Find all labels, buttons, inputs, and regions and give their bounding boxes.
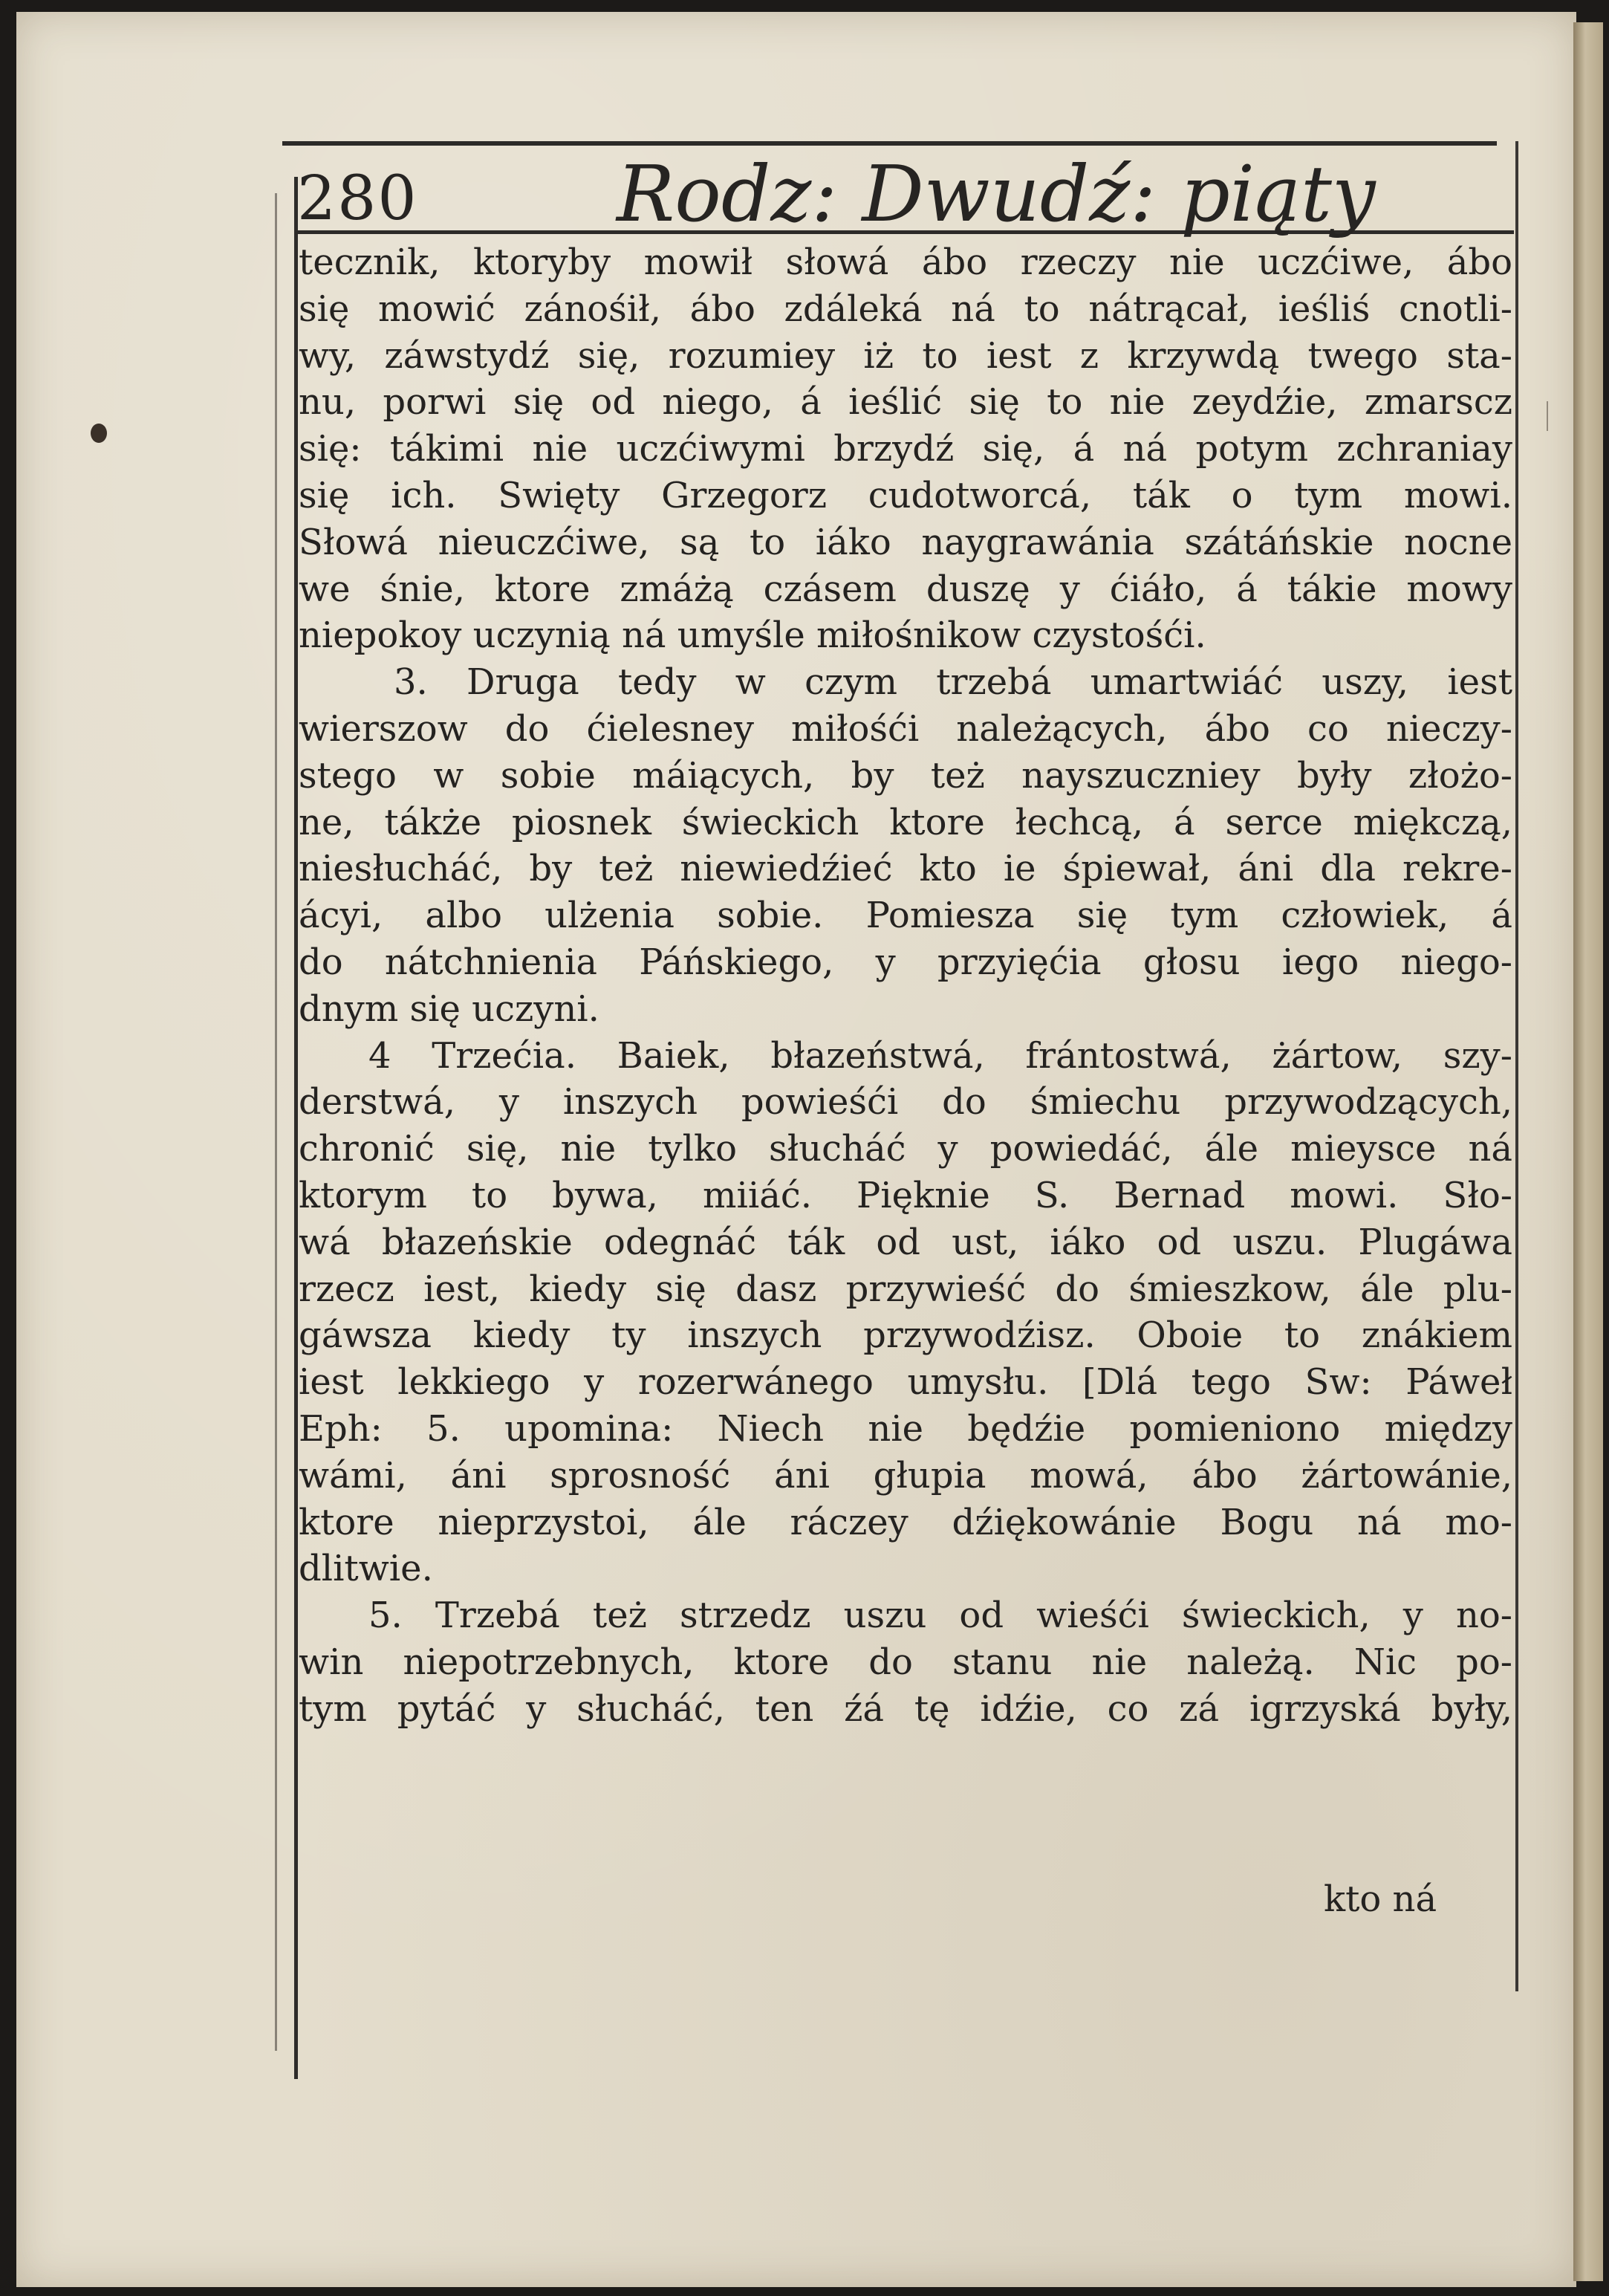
text-line: dlitwie. xyxy=(299,1548,433,1590)
text-line: ktorym to bywa, miiáć. Pięknie S. Bernad mowi. Sło- xyxy=(299,1174,1512,1216)
text-line: ácyi, albo ulżenia sobie. Pomiesza się tym człowiek, á xyxy=(299,895,1512,937)
right-frame-line xyxy=(1515,141,1518,1991)
page-number: 280 xyxy=(297,163,418,234)
text-line: się mowić zánośił, ábo zdáleká ná to nátrącał, ieśliś cnotli- xyxy=(299,288,1512,330)
text-line: nu, porwi się od niego, á ieślić się to nie zeydźie, zmarscz xyxy=(299,381,1512,424)
outer-frame-line xyxy=(275,193,277,2051)
text-line: niesłucháć, by też niewiedźieć kto ie śpiewał, áni dla rekre- xyxy=(299,848,1512,890)
running-head xyxy=(297,149,1515,239)
text-line: Eph: 5. upomina: Niech nie będźie pomieniono między xyxy=(299,1407,1512,1450)
text-line: tecznik, ktoryby mowił słowá ábo rzeczy nie uczćiwe, ábo xyxy=(299,241,1512,283)
text-line: iest lekkiego y rozerwánego umysłu. [Dlá tego Sw: Páweł xyxy=(299,1361,1512,1404)
margin-pencil-mark xyxy=(1547,401,1548,431)
paragraph-start-line: 3. Druga tedy w czym trzebá umartwiáć uszy, iest xyxy=(394,661,1512,704)
text-line: tym pytáć y słucháć, ten źá tę idźie, co zá igrzyská były, xyxy=(299,1687,1512,1730)
text-line: wámi, áni sprosność áni głupia mowá, ábo żártowánie, xyxy=(299,1454,1512,1496)
text-line: się ich. Swięty Grzegorz cudotworcá, ták o tym mowi. xyxy=(299,474,1512,516)
text-line: się: tákimi nie uczćiwymi brzydź się, á ná potym zchraniay xyxy=(299,428,1512,470)
text-line: ktore nieprzystoi, ále ráczey dźiękowánie Bogu ná mo- xyxy=(299,1501,1512,1543)
top-rule xyxy=(282,141,1497,146)
chapter-title: Rodz: Dwudź: piąty xyxy=(617,149,1376,239)
paragraph-start-line: 5. Trzebá też strzedz uszu od wieśći świeckich, y no- xyxy=(368,1595,1512,1637)
text-line: chronić się, nie tylko słucháć y powiedáć, ále mieysce ná xyxy=(299,1128,1512,1170)
text-line: wierszow do ćielesney miłośći należących, ábo co nieczy- xyxy=(299,707,1512,750)
catchword: kto ná xyxy=(1324,1878,1437,1920)
text-line: gáwsza kiedy ty inszych przywodźisz. Oboie to znákiem xyxy=(299,1314,1512,1357)
text-line: do nátchnienia Páńskiego, y przyięćia głosu iego niego- xyxy=(299,941,1512,983)
text-line: we śnie, ktore zmáżą czásem duszę y ćiáło, á tákie mowy xyxy=(299,568,1512,610)
left-frame-line xyxy=(294,177,298,2079)
ink-blot-mark xyxy=(91,424,107,443)
text-line: Słowá nieuczćiwe, są to iáko naygrawánia szátáńskie nocne xyxy=(299,521,1512,563)
text-line: wá błazeńskie odegnáć ták od ust, iáko od uszu. Plugáwa xyxy=(299,1221,1512,1263)
text-line: dnym się uczyni. xyxy=(299,988,599,1030)
text-line: derstwá, y inszych powieśći do śmiechu przywodzących, xyxy=(299,1081,1512,1123)
text-line: stego w sobie máiących, by też nayszuczniey były złożo- xyxy=(299,754,1512,797)
adjacent-page-edge xyxy=(1573,22,1603,2281)
body-text xyxy=(299,239,1512,1733)
text-line: niepokoy uczynią ná umyśle miłośnikow czystośći. xyxy=(299,614,1206,657)
text-line: wy, záwstydź się, rozumiey iż to iest z krzywdą twego sta- xyxy=(299,334,1512,377)
text-line: ne, tákże piosnek świeckich ktore łechcą, á serce miękczą, xyxy=(299,801,1512,843)
paragraph-start-line: 4 Trzećia. Baiek, błazeństwá, frántostwá, żártow, szy- xyxy=(368,1034,1512,1077)
text-line: rzecz iest, kiedy się dasz przywieść do śmieszkow, ále plu- xyxy=(299,1268,1512,1310)
text-line: win niepotrzebnych, ktore do stanu nie należą. Nic po- xyxy=(299,1641,1512,1683)
